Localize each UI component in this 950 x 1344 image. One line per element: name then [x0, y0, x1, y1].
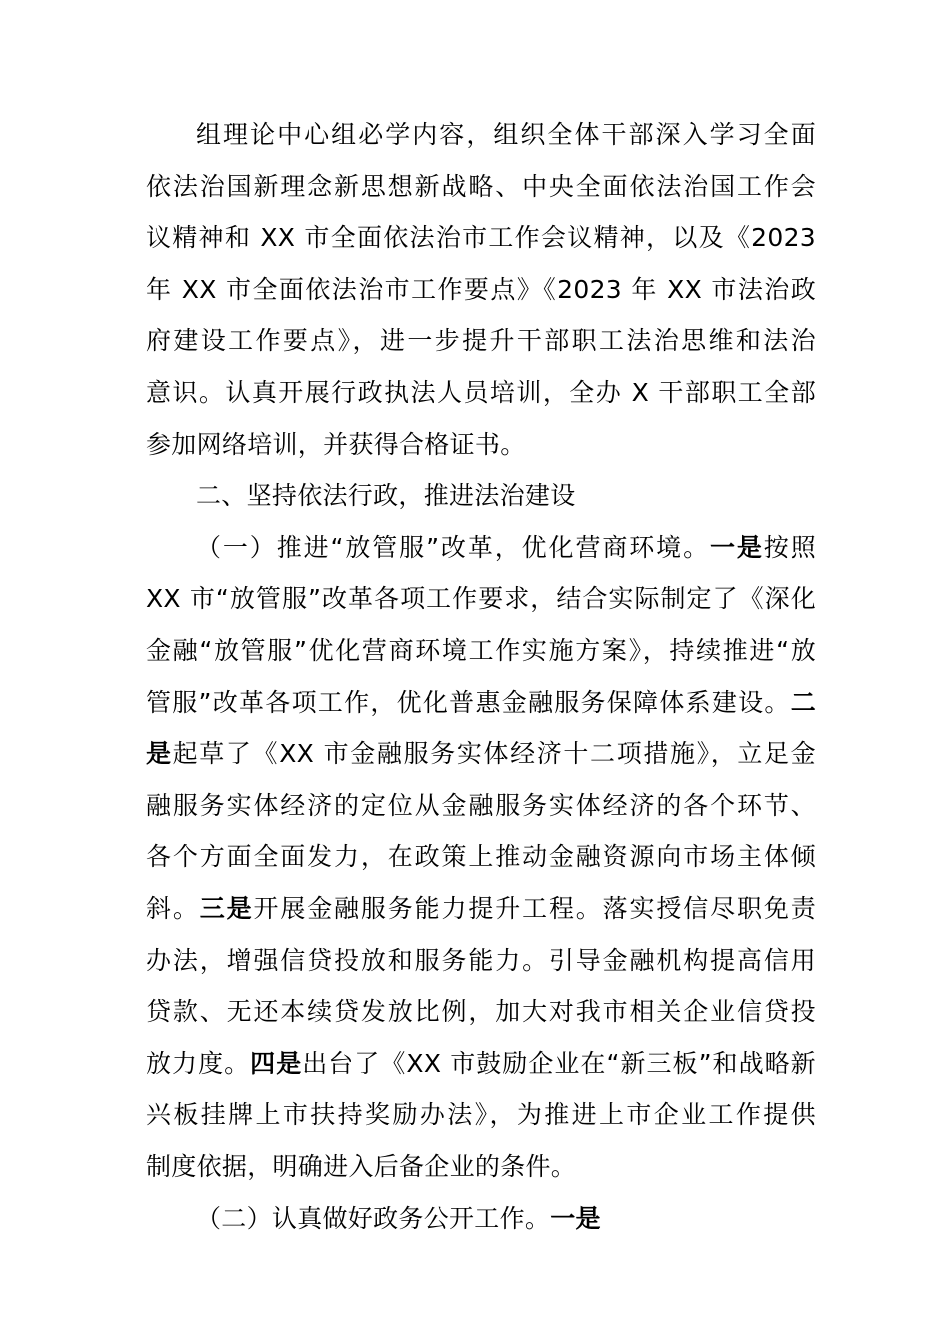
- text-line: [196, 1199, 816, 1239]
- text-line: [146, 1095, 816, 1135]
- text-line: [146, 1044, 816, 1084]
- text-line: [146, 425, 816, 465]
- text-line: [146, 683, 816, 723]
- text-line: [146, 889, 816, 929]
- bold-lead-text: 一是: [550, 1204, 601, 1233]
- bold-lead-text: 一是: [709, 533, 764, 562]
- body-text-segment: 依法治国新理念新思想新战略、中央全面依法治国工作会: [146, 172, 816, 201]
- body-text-segment: 兴板挂牌上市扶持奖励办法》，为推进上市企业工作提供: [146, 1100, 816, 1129]
- text-line: [146, 631, 816, 671]
- body-text-segment: 金融“放管服”优化营商环境工作实施方案》，持续推进“放: [146, 636, 816, 665]
- bold-lead-text: 二: [790, 688, 816, 717]
- text-line: [146, 270, 816, 310]
- body-text-segment: （二）认真做好政务公开工作。: [196, 1204, 551, 1233]
- body-text-segment: 贷款、无还本续贷发放比例，加大对我市相关企业信贷投: [146, 997, 816, 1026]
- text-line: [146, 941, 816, 981]
- bold-lead-text: 三是: [199, 894, 254, 923]
- body-text-segment: 议精神和 XX 市全面依法治市工作会议精神，以及《2023: [146, 223, 816, 252]
- bold-lead-text: 是: [146, 739, 173, 768]
- body-text-segment: XX 市“放管服”改革各项工作要求，结合实际制定了《深化: [146, 584, 816, 613]
- text-line: [196, 528, 816, 568]
- text-line: [196, 476, 816, 516]
- body-text-segment: 融服务实体经济的定位从金融服务实体经济的各个环节、: [146, 791, 816, 820]
- text-line: [146, 579, 816, 619]
- body-text-segment: 参加网络培训，并获得合格证书。: [146, 430, 526, 459]
- body-text-segment: 制度依据，明确进入后备企业的条件。: [146, 1152, 577, 1181]
- text-line: [146, 734, 816, 774]
- body-text-segment: 按照: [763, 533, 816, 562]
- body-text-segment: 斜。: [146, 894, 200, 923]
- bold-lead-text: 四是: [250, 1049, 303, 1078]
- text-line: [146, 786, 816, 826]
- text-line: [196, 115, 816, 155]
- text-line: [146, 373, 816, 413]
- body-text-segment: 年 XX 市全面依法治市工作要点》《2023 年 XX 市法治政: [146, 275, 816, 304]
- text-line: [146, 837, 816, 877]
- body-text-segment: 府建设工作要点》，进一步提升干部职工法治思维和法治: [146, 326, 816, 355]
- text-line: [146, 992, 816, 1032]
- text-line: [146, 1147, 816, 1187]
- body-text-segment: 组理论中心组必学内容，组织全体干部深入学习全面: [196, 120, 816, 149]
- body-text-segment: （一）推进“放管服”改革，优化营商环境。: [196, 533, 710, 562]
- body-text-segment: 管服”改革各项工作，优化普惠金融服务保障体系建设。: [146, 688, 791, 717]
- body-text-segment: 起草了《XX 市金融服务实体经济十二项措施》，立足金: [172, 739, 816, 768]
- body-text-segment: 各个方面全面发力，在政策上推动金融资源向市场主体倾: [146, 842, 816, 871]
- body-text-segment: 意识。认真开展行政执法人员培训，全办 X 干部职工全部: [146, 378, 816, 407]
- text-line: [146, 321, 816, 361]
- body-text-segment: 出台了《XX 市鼓励企业在“新三板”和战略新: [302, 1049, 816, 1078]
- body-text-segment: 开展金融服务能力提升工程。落实授信尽职免责: [253, 894, 816, 923]
- body-text-segment: 二、坚持依法行政，推进法治建设: [196, 481, 576, 510]
- text-line: [146, 218, 816, 258]
- body-text-segment: 办法，增强信贷投放和服务能力。引导金融机构提高信用: [146, 946, 816, 975]
- body-text-segment: 放力度。: [146, 1049, 251, 1078]
- text-line: [146, 167, 816, 207]
